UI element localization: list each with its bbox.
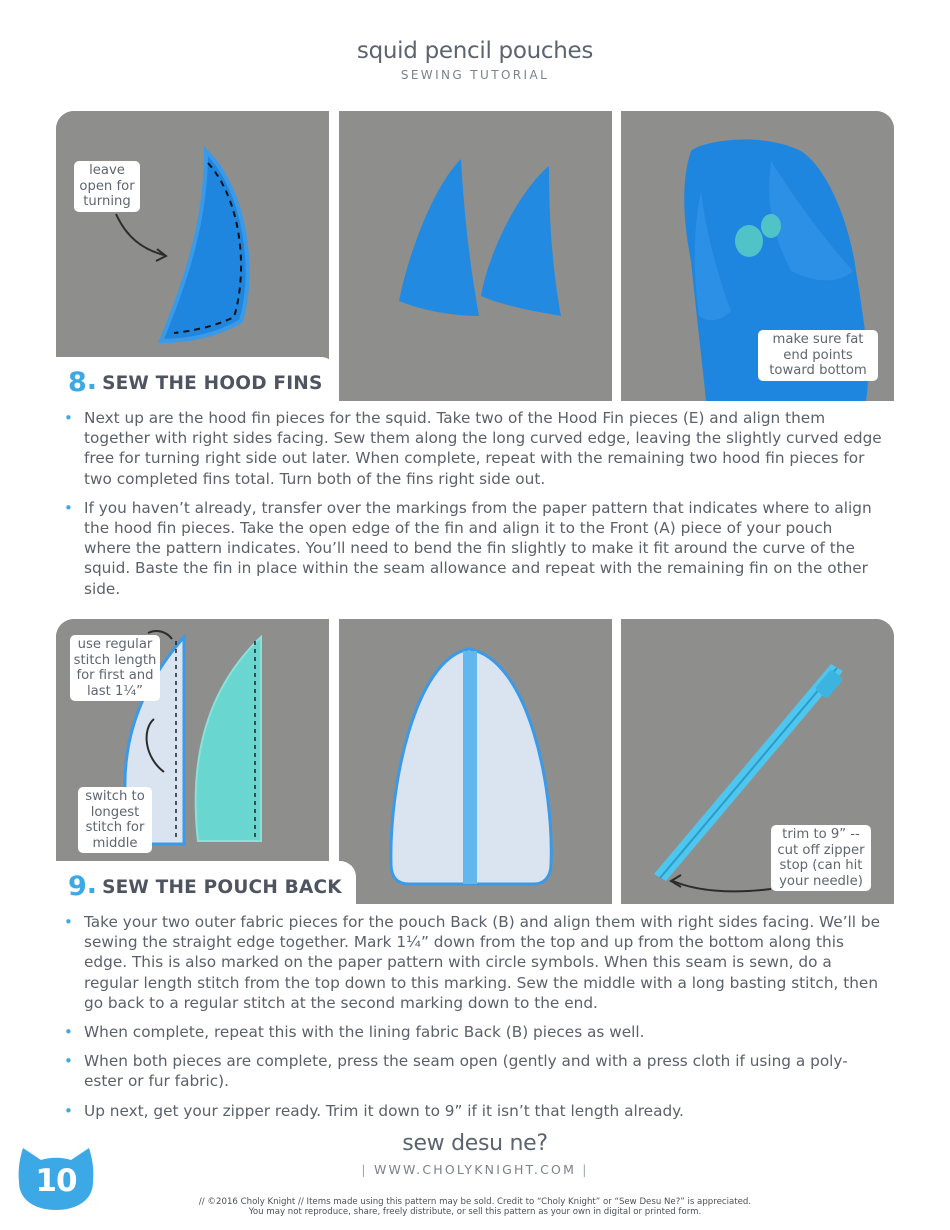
step9-title: SEW THE POUCH BACK [102, 877, 342, 898]
bullet-icon: • [64, 1023, 73, 1042]
step9-photo-row [56, 619, 894, 904]
step8-instructions [64, 408, 884, 608]
photo-fins-turned [339, 111, 612, 401]
copyright-notice: // ©2016 Choly Knight // Items made using this pattern may be sold. Credit to “Choly Knight” or “Sew Desu Ne?” is appreciated. You may not reproduce, share, freely distribute, or sell this pattern as your own in digital or printed form. [198, 1197, 752, 1218]
document-subtitle: SEWING TUTORIAL [400, 68, 550, 82]
list-item: • When both pieces are complete, press the seam open (gently and with a press cloth if using a poly-ester or fur fabric). [64, 1052, 848, 1091]
step8-heading: 8. SEW THE HOOD FINS [56, 357, 337, 401]
longest-stitch-callout: switch to longest stitch for middle [78, 787, 152, 853]
brand-name: sew desu ne? [402, 1131, 548, 1156]
list-item: • Next up are the hood fin pieces for the squid. Take two of the Hood Fin pieces (E) and align them together with right sides facing. Sew them along the long curved edge, leaving the slightly curved edge free for turning right side out later. When complete, repeat with the remaining two hood fin pieces for two completed fins total. Turn both of the fins right side out. [64, 409, 882, 488]
photo-back-sewn [339, 619, 612, 904]
step9-instructions [64, 912, 884, 1130]
trim-zipper-callout: trim to 9” -- cut off zipper stop (can hit your needle) [771, 825, 871, 891]
photo-zipper [621, 619, 894, 904]
step8-number: 8 [68, 367, 87, 398]
bullet-icon: • [64, 1101, 73, 1120]
document-title: squid pencil pouches [356, 38, 594, 64]
page-number: 10 [35, 1163, 77, 1199]
fins-turned-image [339, 111, 612, 401]
page-header [0, 38, 950, 82]
bullet-icon: • [64, 1052, 73, 1071]
footer-brand [0, 1131, 950, 1177]
back-sewn-image [339, 619, 612, 904]
photo-fins-basted [621, 111, 894, 401]
list-item: • Up next, get your zipper ready. Trim it down to 9” if it isn’t that length already. [64, 1101, 684, 1120]
leave-open-callout: leave open for turning [74, 161, 140, 212]
list-item: • When complete, repeat this with the lining fabric Back (B) pieces as well. [64, 1023, 645, 1042]
step8-photo-row [56, 111, 894, 401]
bullet-icon: • [64, 913, 73, 931]
bullet-icon: • [64, 498, 73, 517]
step9-heading: 9. SEW THE POUCH BACK [56, 861, 356, 905]
website-link[interactable]: | WWW.CHOLYKNIGHT.COM | [361, 1162, 589, 1177]
list-item: • Take your two outer fabric pieces for the pouch Back (B) and align them with right sides facing. We’ll be sewing the straight edge together. Mark 1¼” down from the top and up from the bottom along this edge. This is also marked on the paper pattern with circle symbols. When this seam is sewn, do a regular length stitch from the top down to this marking. Sew the middle with a long basting stitch, then go back to a regular stitch at the second marking down to the end. [64, 913, 881, 1012]
fat-end-callout: make sure fat end points toward bottom [758, 330, 878, 381]
regular-stitch-callout: use regular stitch length for first and last 1¼” [70, 635, 160, 701]
bullet-icon: • [64, 409, 73, 427]
step8-title: SEW THE HOOD FINS [102, 373, 323, 394]
step9-number: 9 [68, 871, 87, 902]
list-item: • If you haven’t already, transfer over the markings from the paper pattern that indicates where to align the hood fin pieces. Take the open edge of the fin and align it to the Front (A) piece of your pouch where the pattern indicates. You’ll need to bend the fin slightly to make it fit around the curve of the squid. Baste the fin in place within the seam allowance and repeat with the remaining fin on the other side. [64, 498, 872, 598]
